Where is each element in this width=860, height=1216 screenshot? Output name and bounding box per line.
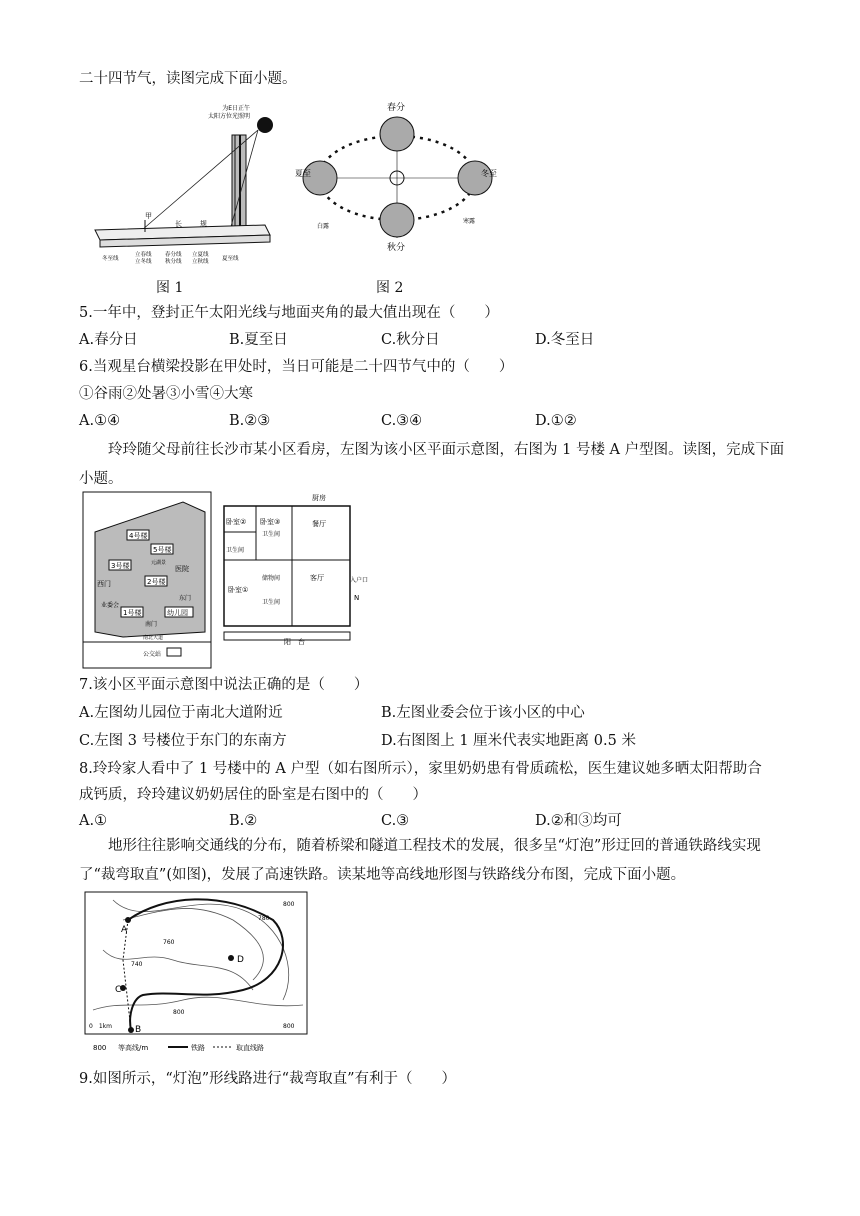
q7-option-b[interactable]: B.左图业委会位于该小区的中心 [381, 705, 585, 721]
q8-stem: 8.玲玲家人看中了 1 号楼中的 A 户型（如右图所示），家里奶奶患有骨质疏松，医生建议她多晒太阳帮助合 [79, 761, 762, 777]
svg-text:客厅: 客厅 [310, 574, 324, 582]
contour-map [83, 890, 311, 1060]
figure-2-caption: 图 2 [376, 280, 404, 296]
svg-text:长: 长 [175, 220, 182, 228]
svg-text:规: 规 [200, 220, 207, 228]
svg-text:冬至: 冬至 [481, 169, 497, 178]
sun-icon [257, 117, 273, 133]
svg-text:立夏线: 立夏线 [192, 252, 209, 258]
svg-text:秋分线: 秋分线 [165, 259, 182, 265]
intro-2: 玲玲随父母前往长沙市某小区看房，左图为该小区平面示意图，右图为 1 号楼 A 户型图。读图，完成下面小题。 [79, 442, 785, 487]
svg-text:0 1km: 0 1km [89, 1023, 112, 1030]
svg-text:春分线: 春分线 [165, 252, 182, 258]
svg-text:南门: 南门 [145, 621, 158, 628]
svg-text:业委会: 业委会 [101, 602, 120, 609]
q8-option-b[interactable]: B.② [229, 813, 258, 829]
floor-plan [214, 492, 370, 668]
svg-text:秋分: 秋分 [387, 243, 406, 253]
q6-option-b[interactable]: B.②③ [229, 413, 271, 429]
q9-stem: 9.如图所示，“灯泡”形线路进行“裁弯取直”有利于（ ） [79, 1071, 456, 1087]
svg-text:春分: 春分 [387, 103, 406, 113]
figure-1-observatory [90, 100, 270, 270]
svg-text:C: C [115, 985, 122, 995]
q5-option-b[interactable]: B.夏至日 [229, 332, 288, 348]
svg-text:卫生间: 卫生间 [226, 547, 245, 554]
q6-option-d[interactable]: D.①② [535, 413, 577, 429]
svg-text:卫生间: 卫生间 [262, 599, 281, 606]
svg-text:夏至线: 夏至线 [222, 256, 239, 262]
svg-text:幼儿园: 幼儿园 [167, 609, 188, 617]
intro-3: 地形往往影响交通线的分布，随着桥梁和隧道工程技术的发展，很多呈“灯泡”形迂回的普通铁路线实现了“裁弯取直”(如图)，发展了高速铁路。读某地等高线地形图与铁路线分布图，完成下面小题。 [79, 838, 761, 883]
svg-text:D: D [237, 955, 244, 965]
q8-option-d[interactable]: D.②和③均可 [535, 813, 622, 829]
svg-text:卫生间: 卫生间 [262, 531, 281, 538]
svg-text:3号楼: 3号楼 [111, 562, 130, 570]
svg-text:立秋线: 立秋线 [192, 259, 209, 265]
svg-text:800: 800 [93, 1044, 107, 1052]
q6-option-c[interactable]: C.③④ [381, 413, 423, 429]
svg-text:阳 台: 阳 台 [284, 638, 305, 646]
q5-option-a[interactable]: A.春分日 [79, 332, 138, 348]
intro-top: 二十四节气，读图完成下面小题。 [79, 71, 297, 87]
svg-text:780: 780 [258, 915, 270, 922]
svg-text:760: 760 [163, 939, 175, 946]
q7-option-a[interactable]: A.左图幼儿园位于南北大道附近 [79, 705, 283, 721]
svg-text:N: N [354, 594, 360, 602]
svg-text:800: 800 [173, 1009, 185, 1016]
svg-text:卧室③: 卧室③ [260, 518, 281, 526]
svg-text:A: A [121, 925, 128, 935]
svg-text:夏至: 夏至 [295, 169, 311, 178]
svg-text:厨房: 厨房 [312, 494, 326, 502]
svg-text:医院: 医院 [175, 565, 189, 573]
q7-option-c[interactable]: C.左图 3 号楼位于东门的东南方 [79, 733, 287, 749]
q7-stem: 7.该小区平面示意图中说法正确的是（ ） [79, 677, 369, 693]
svg-text:740: 740 [131, 961, 143, 968]
svg-text:甲: 甲 [145, 212, 152, 220]
svg-text:等高线/m: 等高线/m [118, 1044, 149, 1052]
q5-option-c[interactable]: C.秋分日 [381, 332, 440, 348]
svg-text:太阳方位光照明: 太阳方位光照明 [207, 113, 250, 120]
svg-text:卧室①: 卧室① [228, 586, 249, 594]
svg-text:南北大道: 南北大道 [143, 635, 164, 641]
figure-1-caption: 图 1 [156, 280, 184, 296]
svg-text:卧室②: 卧室② [226, 518, 247, 526]
svg-text:东门: 东门 [179, 595, 192, 602]
svg-text:取直线路: 取直线路 [236, 1044, 264, 1052]
svg-text:立冬线: 立冬线 [135, 259, 152, 265]
svg-text:4号楼: 4号楼 [129, 532, 148, 540]
svg-text:铁路: 铁路 [191, 1044, 205, 1052]
q6-stem: 6.当观星台横梁投影在甲处时，当日可能是二十四节气中的（ ） [79, 359, 514, 375]
svg-text:800: 800 [283, 901, 295, 908]
svg-text:为E日正午: 为E日正午 [222, 105, 250, 112]
svg-text:800: 800 [283, 1023, 295, 1030]
q6-items: ①谷雨②处暑③小雪④大寒 [79, 386, 253, 402]
svg-text:B: B [135, 1025, 142, 1035]
q5-option-d[interactable]: D.冬至日 [535, 332, 595, 348]
svg-text:西门: 西门 [97, 580, 111, 588]
figure-2-orbit [295, 98, 495, 273]
q8-option-a[interactable]: A.① [79, 813, 108, 829]
q7-option-d[interactable]: D.右图图上 1 厘米代表实地距离 0.5 米 [381, 733, 636, 749]
q5-stem: 5.一年中，登封正午太阳光线与地面夹角的最大值出现在（ ） [79, 305, 499, 321]
community-map [83, 492, 211, 668]
q6-option-a[interactable]: A.①④ [79, 413, 121, 429]
svg-text:公交站: 公交站 [143, 651, 162, 658]
svg-text:1号楼: 1号楼 [123, 609, 142, 617]
svg-text:白露: 白露 [317, 223, 330, 230]
svg-text:餐厅: 餐厅 [312, 520, 326, 528]
svg-text:储物间: 储物间 [262, 575, 281, 582]
svg-text:冬至线: 冬至线 [102, 256, 119, 262]
svg-text:立春线: 立春线 [135, 252, 152, 258]
q8-stem-2: 成钙质，玲玲建议奶奶居住的卧室是右图中的（ ） [79, 787, 427, 803]
svg-text:入户口: 入户口 [350, 577, 369, 584]
q8-option-c[interactable]: C.③ [381, 813, 410, 829]
svg-text:5号楼: 5号楼 [153, 546, 172, 554]
svg-text:寒露: 寒露 [463, 218, 476, 225]
svg-text:2号楼: 2号楼 [147, 578, 166, 586]
svg-text:元湖景: 元湖景 [151, 560, 167, 566]
